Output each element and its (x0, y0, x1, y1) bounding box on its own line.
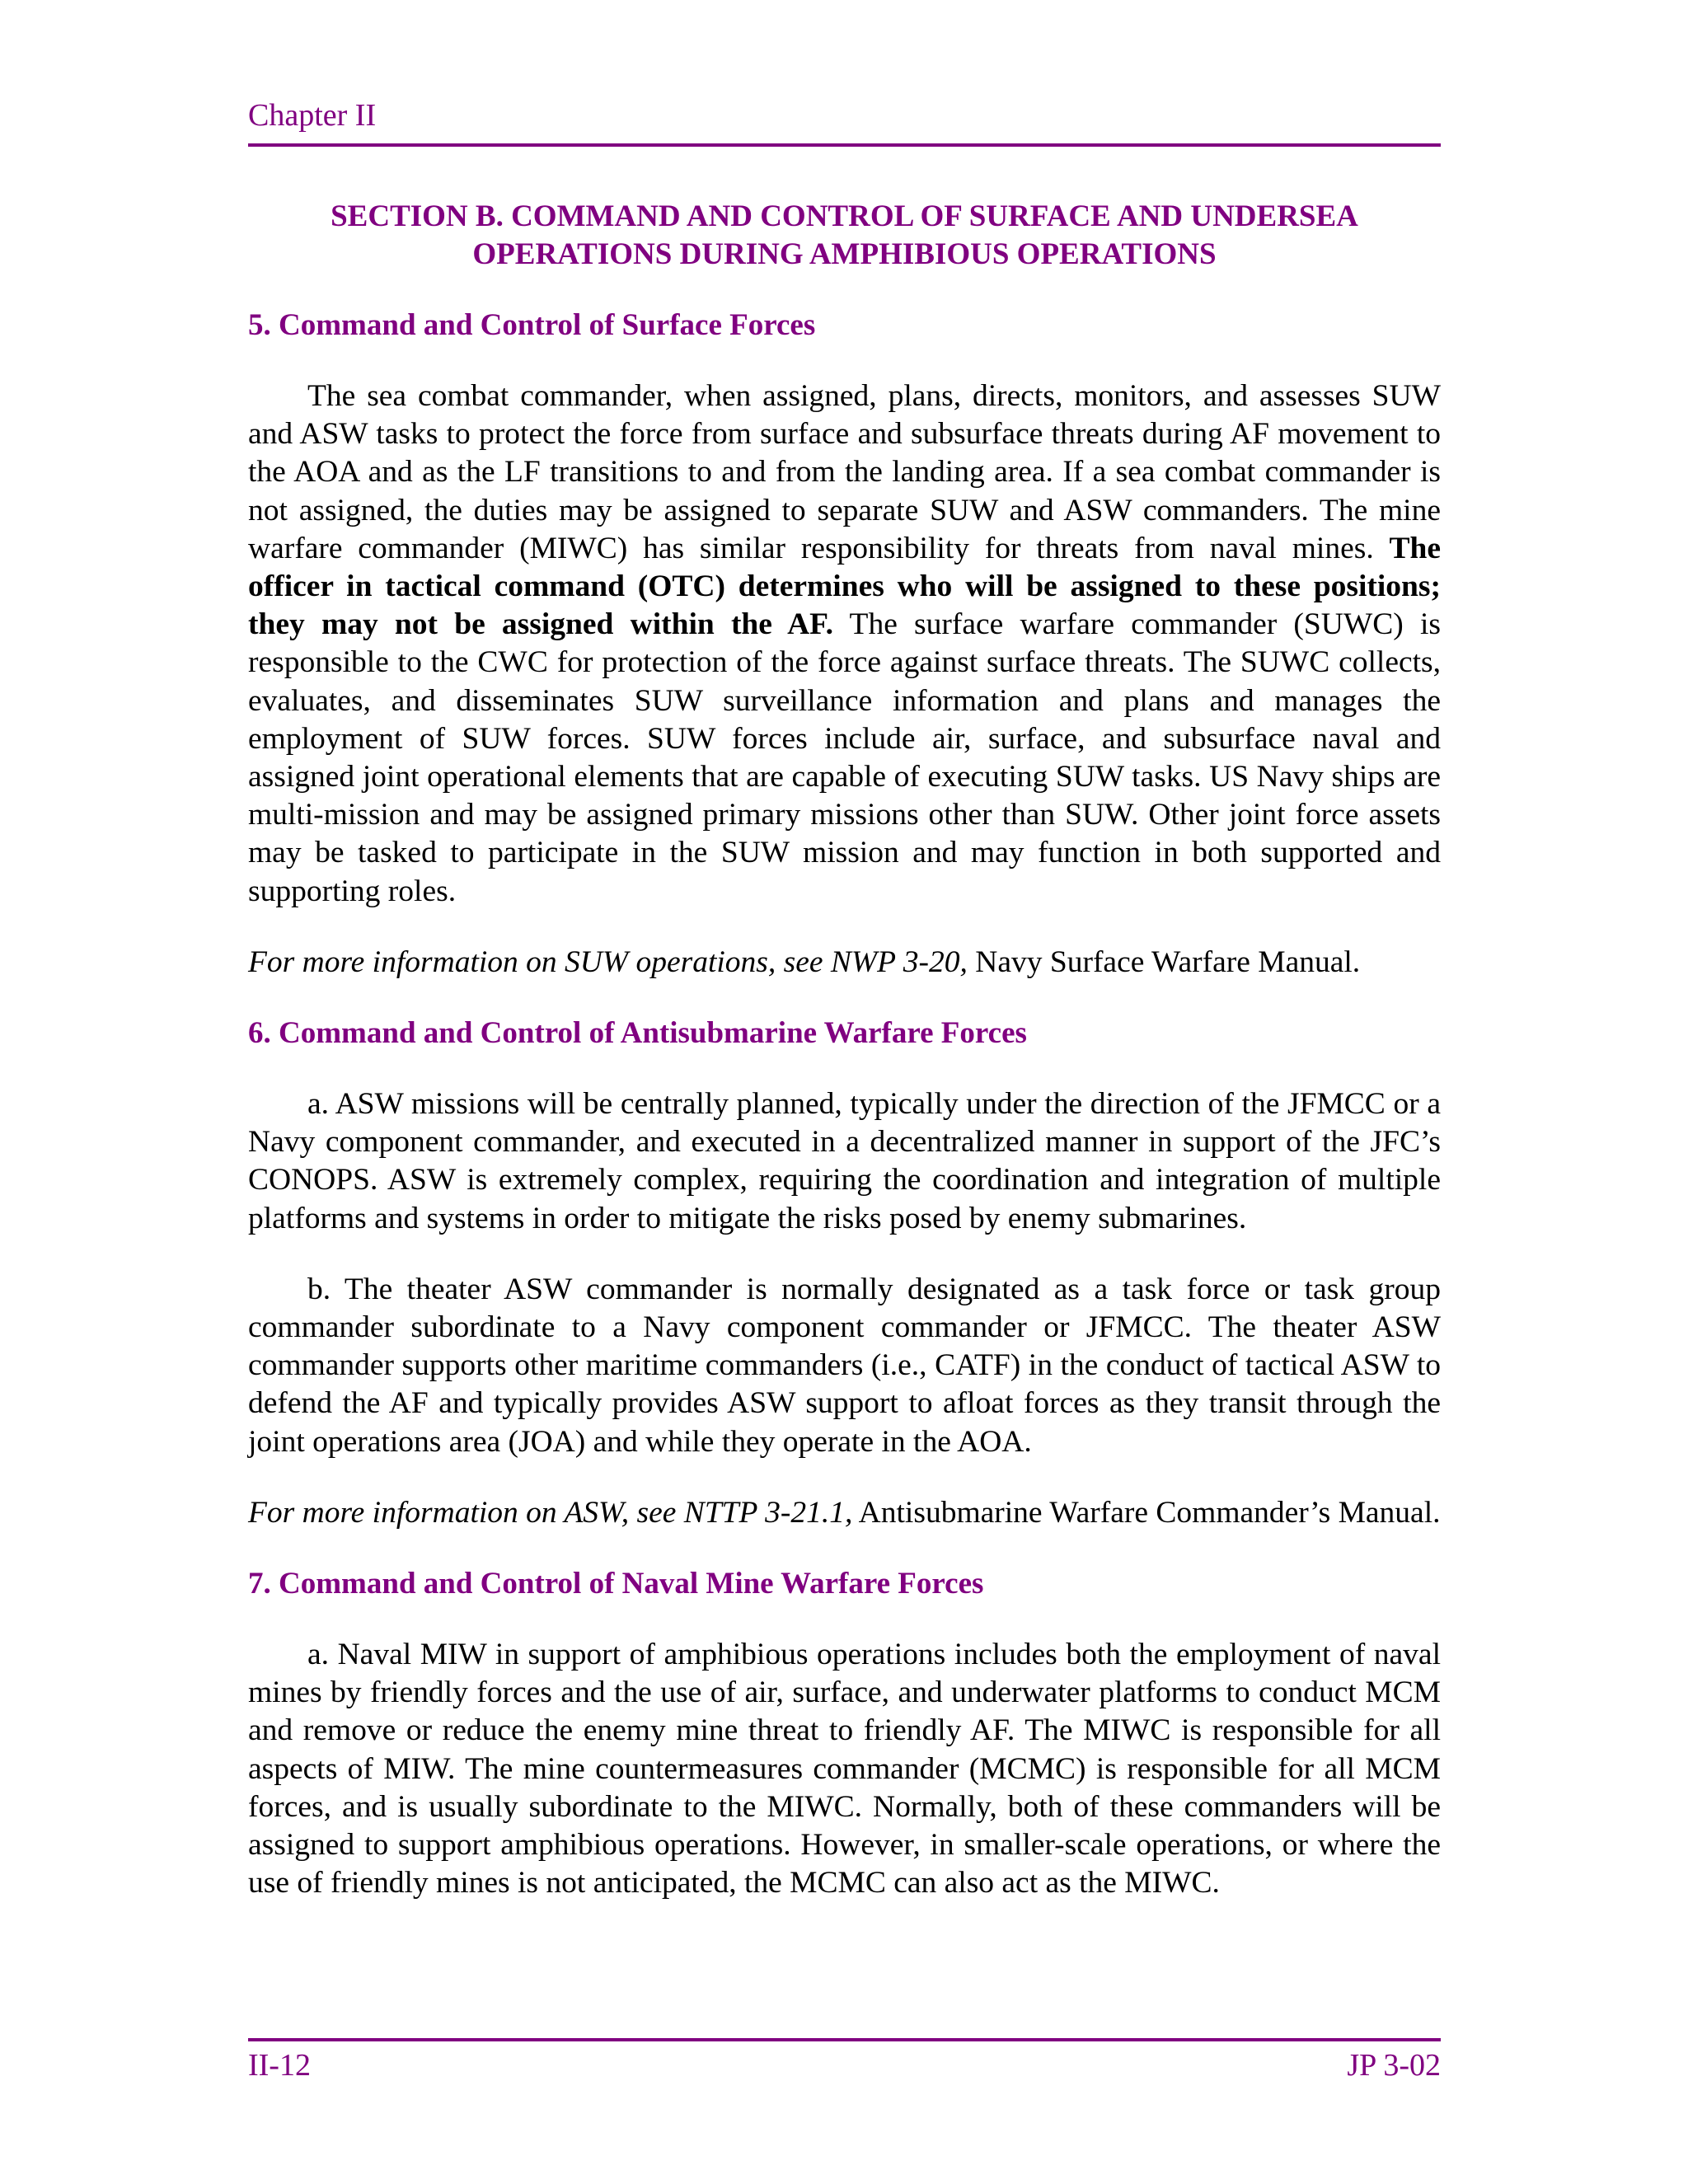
paragraph-6b: b. The theater ASW commander is normally designated as a task force or task group commander subordinate to a Navy component commander or JFMCC. The theater ASW commander supports other maritime commanders (i.e., CATF) in the conduct of tactical ASW to defend the AF and typically provides ASW support to afloat forces as they transit through the joint operations area (JOA) and while they operate in the AOA. (248, 1272, 1441, 1459)
heading-6-asw-forces: 6. Command and Control of Antisubmarine Warfare Forces (248, 1016, 1027, 1051)
paragraph-6a: a. ASW missions will be centrally planned, typically under the direction of the JFMCC or a Navy component commander, and executed in a decentralized manner in support of the JFC’s CONOPS. ASW is extremely complex, requiring the coordination and integration of multiple platforms and systems in order to mitigate the risks posed by enemy submarines. (248, 1087, 1441, 1235)
page-number: II-12 (248, 2048, 311, 2083)
section-title-line-2: OPERATIONS DURING AMPHIBIOUS OPERATIONS (472, 237, 1217, 271)
paragraph-7a: a. Naval MIW in support of amphibious operations includes both the employment of naval mines by friendly forces and the use of air, surface, and underwater platforms to conduct MCM and remove or reduce the enemy mine threat to friendly AF. The MIWC is responsible for all aspects of MIW. The mine countermeasures commander (MCMC) is responsible for all MCM forces, and is usually subordinate to the MIWC. Normally, both of these commanders will be assigned to support amphibious operations. However, in smaller-scale operations, or where the use of friendly mines is not anticipated, the MCMC can also act as the MIWC. (248, 1638, 1441, 1900)
section-title-line-1: SECTION B. COMMAND AND CONTROL OF SURFACE AND UNDERSEA (331, 199, 1358, 233)
chapter-label: Chapter II (248, 98, 377, 133)
paragraph-5-surface-forces (248, 377, 1441, 911)
publication-number: JP 3-02 (1347, 2048, 1441, 2083)
page-body (248, 198, 1441, 1903)
reference-document-title: Navy Surface Warfare Manual. (967, 944, 1361, 979)
page-header (248, 92, 1441, 147)
heading-7-mine-warfare-forces: 7. Command and Control of Naval Mine Warfare Forces (248, 1567, 984, 1601)
reference-italic-text: For more information on SUW operations, see NWP 3-20, (248, 944, 968, 979)
reference-asw (248, 1494, 1441, 1532)
reference-suw (248, 944, 1441, 982)
paragraph-text: The surface warfare commander (SUWC) is responsible to the CWC for protection of the force against surface threats. The SUWC collects, evaluates, and disseminates SUW surveillance information and plans and manages the employment of SUW forces. SUW forces include air, surface, and subsurface naval and assigned joint operational elements that are capable of executing SUW tasks. US Navy ships are multi-mission and may be assigned primary missions other than SUW. Other joint force assets may be tasked to participate in the SUW mission and may function in both supported and supporting roles. (248, 607, 1441, 908)
reference-italic-text: For more information on ASW, see NTTP 3-21.1, (248, 1495, 853, 1530)
heading-5-surface-forces: 5. Command and Control of Surface Forces (248, 308, 816, 342)
paragraph-text: The sea combat commander, when assigned, plans, directs, monitors, and assesses SUW and ASW tasks to protect the force from surface and subsurface threats during AF movement to the AOA and as the LF transitions to and from the landing area. If a sea combat commander is not assigned, the duties may be assigned to separate SUW and ASW commanders. The mine warfare commander (MIWC) has similar responsibility for threats from naval mines. (248, 379, 1441, 565)
section-title (248, 198, 1441, 274)
paragraph-bold-text: The officer in tactical command (OTC) determines who will be assigned to these positions; they may not be assigned within the AF. (248, 531, 1441, 642)
footer-divider (248, 2038, 1441, 2041)
reference-document-title: Antisubmarine Warfare Commander’s Manual. (852, 1495, 1441, 1530)
